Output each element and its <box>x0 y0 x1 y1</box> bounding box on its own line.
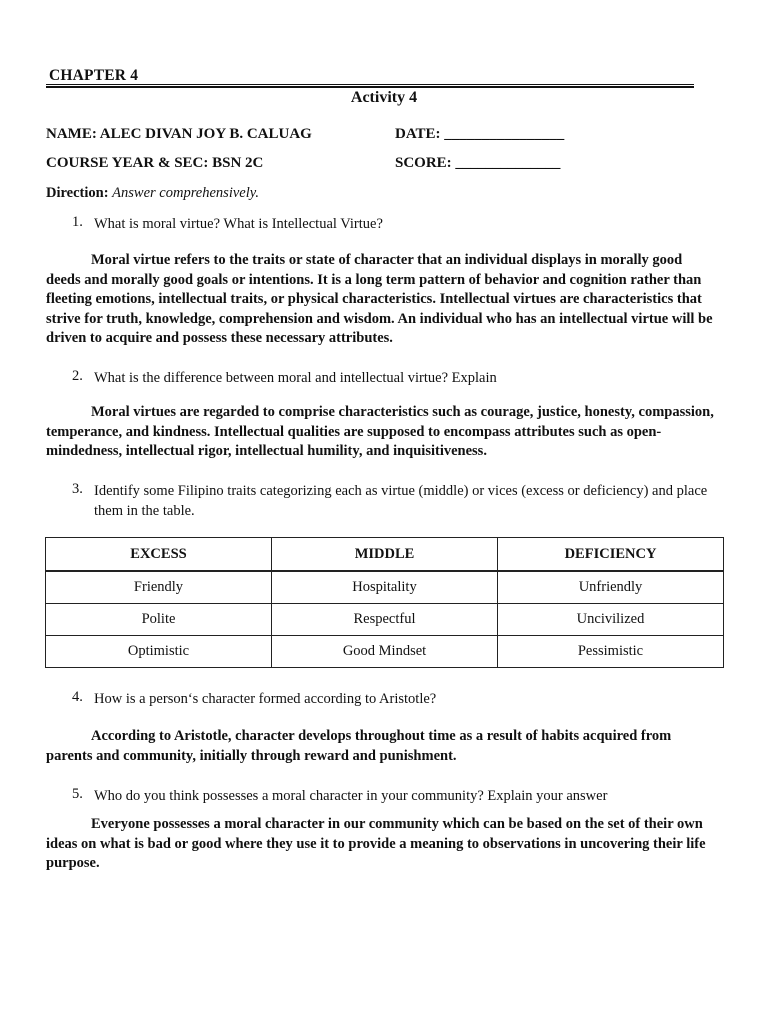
answer-4: According to Aristotle, character develops throughout time as a result of habits acquired from parents and community, initially through reward and punishment. <box>46 728 672 764</box>
table-cell: Pessimistic <box>498 636 724 668</box>
question-text: What is the difference between moral and intellectual virtue? Explain <box>94 370 497 386</box>
question-number: 3. <box>72 481 83 497</box>
name-field: NAME: ALEC DIVAN JOY B. CALUAG <box>46 126 312 142</box>
question-number: 5. <box>72 786 83 802</box>
chapter-heading: CHAPTER 4 <box>49 67 139 84</box>
question-text: Identify some Filipino traits categorizing each as virtue (middle) or vices (excess or deficiency) and place them in the table. <box>94 483 708 519</box>
table-row <box>46 636 724 668</box>
direction-label: Direction: <box>46 185 109 201</box>
traits-table <box>45 537 724 668</box>
activity-title: Activity 4 <box>350 89 418 106</box>
chapter-rule <box>46 84 694 88</box>
answer-5: Everyone possesses a moral character in our community which can be based on the set of their own ideas on what is bad or good where they use it to provide a meaning to observations in uncovering their life purpose. <box>46 816 706 871</box>
question-number: 4. <box>72 689 83 705</box>
answer-2: Moral virtues are regarded to comprise characteristics such as courage, justice, honesty, compassion, temperance, and kindness. Intellectual qualities are supposed to encompass attributes such as open-mindedness, intellectual rigor, intellectual humility, and inquisitiveness. <box>46 404 714 459</box>
table-cell: Hospitality <box>272 571 498 604</box>
direction-text: Answer comprehensively. <box>112 185 260 201</box>
table-header-row <box>46 538 724 572</box>
table-row <box>46 604 724 636</box>
table-cell: Unfriendly <box>498 571 724 604</box>
score-field: SCORE: ______________ <box>395 155 561 171</box>
table-cell: Optimistic <box>46 636 272 668</box>
question-text: What is moral virtue? What is Intellectual Virtue? <box>94 216 383 232</box>
table-cell: Uncivilized <box>498 604 724 636</box>
course-field: COURSE YEAR & SEC: BSN 2C <box>46 155 264 171</box>
header-deficiency: DEFICIENCY <box>498 538 724 572</box>
answer-1: Moral virtue refers to the traits or state of character that an individual displays in morally good deeds and morally good goals or intentions. It is a long term pattern of behavior and cognition rather than fleeting emotions, intellectual traits, or physical characteristics. Intellectual virtues are characteristics that strive for truth, knowledge, comprehension and wisdom. An individual who has an intellectual virtue will be driven to acquire and possess these necessary attributes. <box>46 252 713 346</box>
header-middle: MIDDLE <box>272 538 498 572</box>
header-excess: EXCESS <box>46 538 272 572</box>
question-text: Who do you think possesses a moral character in your community? Explain your answer <box>94 788 608 804</box>
table-cell: Polite <box>46 604 272 636</box>
direction <box>46 185 259 202</box>
question-number: 2. <box>72 368 83 384</box>
date-field: DATE: ________________ <box>395 126 565 142</box>
question-text: How is a person‘s character formed according to Aristotle? <box>94 691 437 707</box>
table-cell: Friendly <box>46 571 272 604</box>
question-number: 1. <box>72 214 83 230</box>
table-cell: Good Mindset <box>272 636 498 668</box>
table-row <box>46 571 724 604</box>
table-cell: Respectful <box>272 604 498 636</box>
